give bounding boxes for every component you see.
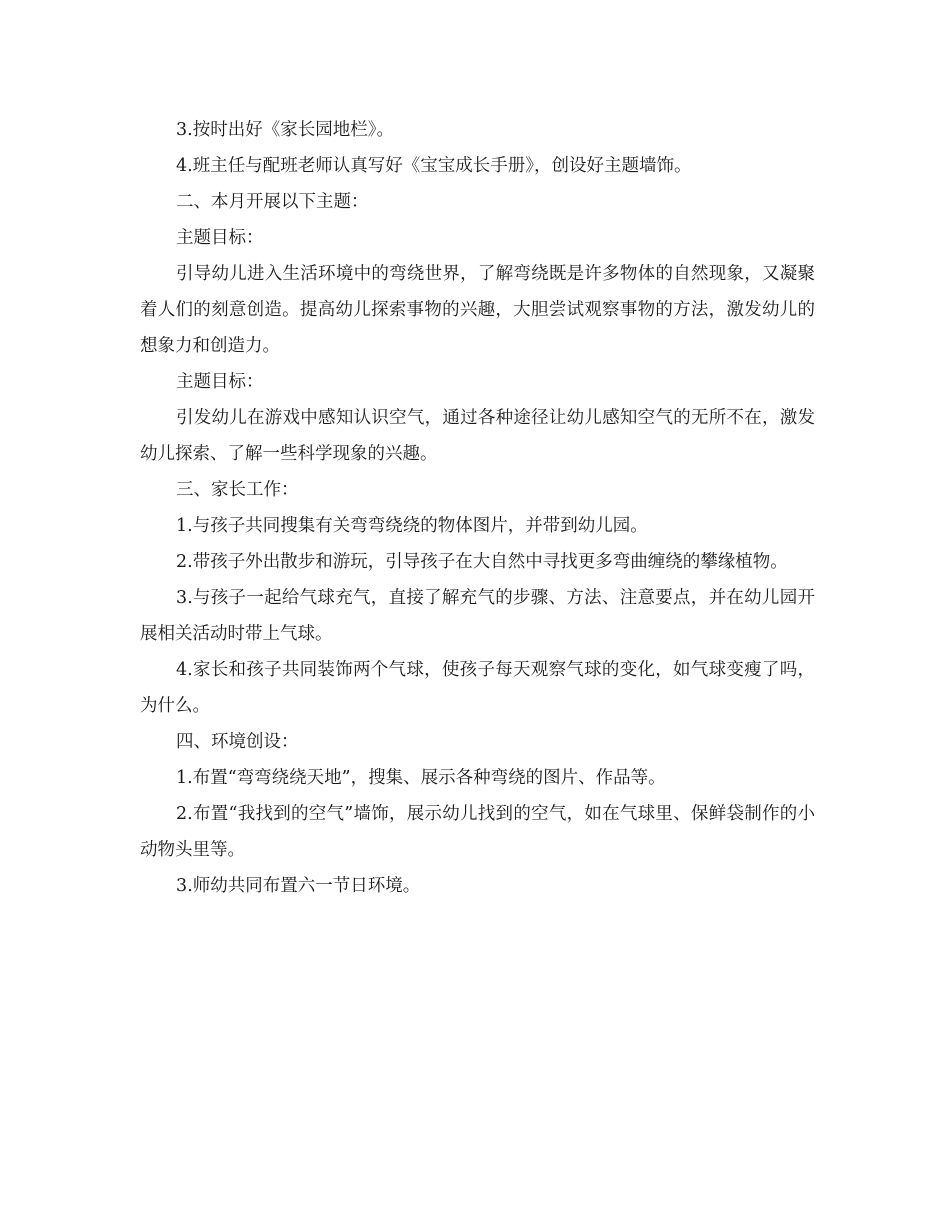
theme-goal-label-2: 主题目标： <box>176 372 264 392</box>
theme-goal-text-1: 引导幼儿进入生活环境中的弯绕世界，了解弯绕既是许多物体的自然现象，又凝聚着人们的刻意创造。提高幼儿探索事物的兴趣，大胆尝试观察事物的方法，激发幼儿的想象力和创造力。 <box>140 264 815 356</box>
environment-item-1: 1.布置“弯弯绕绕天地”，搜集、展示各种弯绕的图片、作品等。 <box>176 768 666 788</box>
document-body <box>140 112 815 904</box>
theme-goal-text-2: 引发幼儿在游戏中感知认识空气，通过各种途径让幼儿感知空气的无所不在，激发幼儿探索、了解一些科学现象的兴趣。 <box>140 408 815 464</box>
theme-goal-label-1: 主题目标： <box>176 228 264 248</box>
item-publish-parent-board: 3.按时出好《家长园地栏》。 <box>176 120 394 140</box>
item-growth-handbook: 4.班主任与配班老师认真写好《宝宝成长手册》，创设好主题墙饰。 <box>176 156 692 176</box>
section-heading-environment: 四、环境创设： <box>176 732 299 752</box>
section-heading-themes: 二、本月开展以下主题： <box>176 192 369 212</box>
parent-work-item-2: 2.带孩子外出散步和游玩，引导孩子在大自然中寻找更多弯曲缠绕的攀缘植物。 <box>176 552 788 572</box>
section-heading-parent-work: 三、家长工作： <box>176 480 299 500</box>
environment-item-3: 3.师幼共同布置六一节日环境。 <box>176 876 421 896</box>
parent-work-item-1: 1.与孩子共同搜集有关弯弯绕绕的物体图片，并带到幼儿园。 <box>176 516 648 536</box>
parent-work-item-4: 4.家长和孩子共同装饰两个气球，使孩子每天观察气球的变化，如气球变瘦了吗，为什么。 <box>140 660 815 716</box>
parent-work-item-3: 3.与孩子一起给气球充气，直接了解充气的步骤、方法、注意要点，并在幼儿园开展相关活动时带上气球。 <box>140 588 815 644</box>
environment-item-2: 2.布置“我找到的空气”墙饰，展示幼儿找到的空气，如在气球里、保鲜袋制作的小动物头里等。 <box>140 804 815 860</box>
